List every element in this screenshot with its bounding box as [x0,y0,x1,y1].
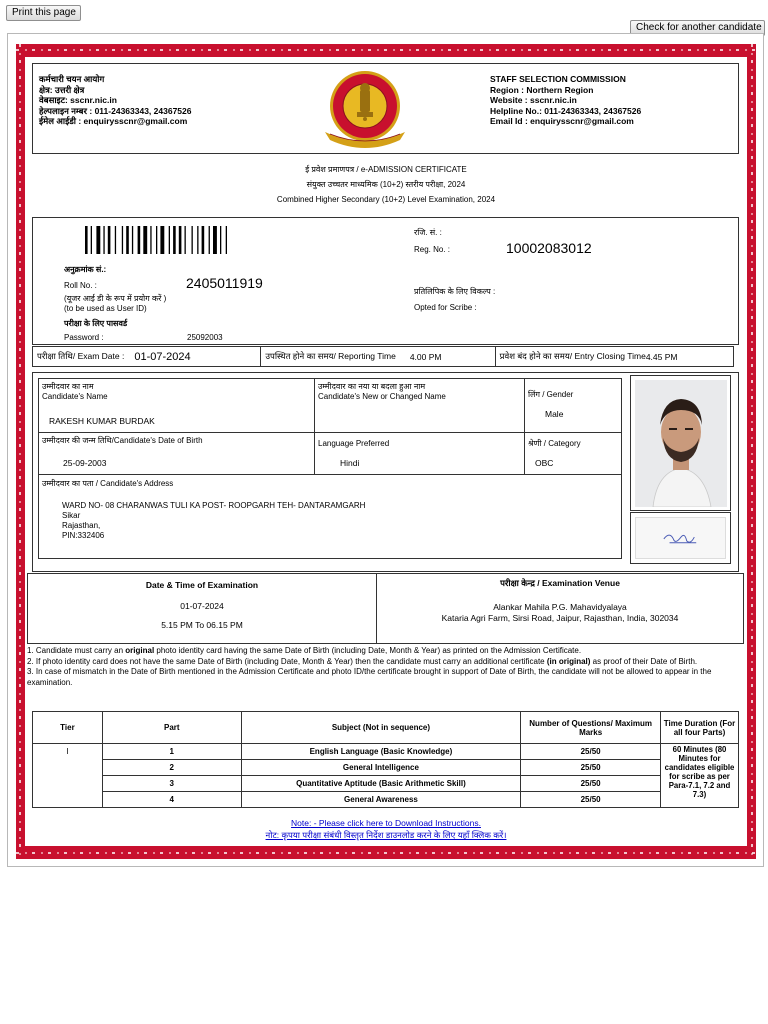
instructions [27,646,743,688]
category-value: OBC [535,458,554,468]
tier-value: I [33,744,103,808]
password-label: Password : [64,333,104,342]
entry-closing-label: प्रवेश बंद होने का समय/ Entry Closing Time [499,351,646,361]
table-row: 2 General Intelligence 25/50 [33,760,739,776]
dob-cell: उम्मीदवार की जन्म तिथि/Candidate's Date of Birth 25-09-2003 [39,433,315,474]
scribe-label: Opted for Scribe : [414,303,477,312]
reg-label-hindi: रजि. सं. : [414,228,442,237]
ssc-emblem-logo [320,70,410,148]
roll-note: (to be used as User ID) [64,304,147,313]
notes [25,817,747,841]
roll-note-hindi: (यूजर आई डी के रूप में प्रयोग करें ) [64,294,167,303]
title-line-3: Combined Higher Secondary (10+2) Level Examination, 2024 [276,195,496,204]
candidate-details-box [32,372,739,572]
reg-number: 10002083012 [506,240,592,256]
email-english: Email Id : enquirysscnr@gmail.com [490,116,634,126]
region-hindi: क्षेत्र: उत्तरी क्षेत्र [39,84,85,95]
password-label-hindi: परीक्षा के लिए पासवर्ड [64,319,128,328]
roll-label: Roll No. : [64,281,97,290]
candidate-photo [630,375,731,511]
gender-value: Male [545,409,564,419]
org-name-english: STAFF SELECTION COMMISSION [490,74,626,84]
name-cell: उम्मीदवार का नाम Candidate's Name RAKESH KUMAR BURDAK [39,379,315,432]
roll-label-hindi: अनुक्रमांक सं.: [64,265,107,274]
website-english: Website : sscnr.nic.in [490,95,577,105]
language-cell: Language Preferred Hindi [315,433,525,474]
candidate-details-table [38,378,622,559]
table-row: 4 General Awareness 25/50 [33,792,739,808]
header-box [32,63,739,154]
admit-card [25,57,747,846]
exam-date-strip [32,346,734,367]
org-name-hindi: कर्मचारी चयन आयोग [39,74,105,84]
signature-image [636,518,725,558]
website-hindi: वेबसाइट: sscnr.nic.in [39,95,117,105]
category-cell: श्रेणी / Category OBC [528,439,581,468]
exam-venue-cell: परीक्षा केन्द्र / Examination Venue Alankar Mahila P.G. Mahavidyalaya Kataria Agri Farm, Sirsi Road, Jaipur, Rajasthan, India, 302034 [377,574,743,643]
email-hindi: ईमेल आईडी : enquirysscnr@gmail.com [39,116,188,126]
candidate-name: RAKESH KUMAR BURDAK [49,416,155,426]
exam-time: 5.15 PM To 06.15 PM [161,620,243,630]
instruction-1: 1. Candidate must carry an original photo identity card having the same Date of Birth (including Date, Month & Year) as printed on the Admission Certificate. [27,646,582,655]
download-instructions-link[interactable]: Note: - Please click here to Download Instructions. [291,818,481,828]
header-english [490,74,641,127]
entry-closing-cell [496,347,733,366]
entry-closing-value: 4.45 PM [645,351,678,362]
certificate-title [25,162,747,207]
instruction-2: 2. If photo identity card does not have the same Date of Birth (including Date, Month & Year) then the candidate must carry an additional certificate (in original) as proof of their Date of Birth. [27,656,698,666]
decorative-red-border [16,44,756,859]
subjects-table [32,711,739,808]
language-value: Hindi [340,458,360,468]
venue-name: Alankar Mahila P.G. Mahavidyalaya [493,602,627,612]
region-english: Region : Northern Region [490,84,594,95]
duration-value: 60 Minutes (80 Minutes for candidates eligible for scribe as per Para-7.1, 7.2 and 7.3) [661,744,739,808]
registration-box [32,217,739,345]
instruction-3: 3. In case of mismatch in the Date of Birth mentioned in the Admission Certificate and photo ID/the certificate brought in support of Date of Birth, the candidate will not be allowed to appear in the examination. [27,667,712,687]
reg-label: Reg. No. : [414,245,451,254]
exam-info-box [27,573,744,644]
new-name-cell: उम्मीदवार का नया या बदला हुआ नाम Candidate's New or Changed Name [315,379,525,432]
exam-datetime-cell: Date & Time of Examination 01-07-2024 5.15 PM To 06.15 PM [28,574,377,643]
helpline-hindi: हेल्पलाइन नम्बर : 011-24363343, 24367526 [39,105,192,116]
candidate-photo-image [635,380,727,507]
reporting-time-label: उपस्थित होने का समय/ Reporting Time [265,351,396,361]
barcode-icon [85,226,270,254]
venue-address: Kataria Agri Farm, Sirsi Road, Jaipur, Rajasthan, India, 302034 [441,613,679,623]
check-another-candidate-button[interactable]: Check for another candidate [630,20,765,36]
dob-value: 25-09-2003 [63,458,107,468]
roll-number: 2405011919 [186,275,263,291]
candidate-address: WARD NO- 08 CHARANWAS TULI KA POST- ROOPGARH TEH- DANTARAMGARH Sikar Rajasthan, PIN:332406 [62,501,366,540]
print-button[interactable]: Print this page [6,5,81,21]
title-line-1: ई प्रवेश प्रमाणपत्र / e-ADMISSION CERTIFICATE [305,165,467,174]
password-value: 25092003 [187,333,223,342]
exam-date-label: परीक्षा तिथि/ Exam Date : [37,351,125,361]
header-hindi [39,74,191,127]
helpline-english: Helpline No.: 011-24363343, 24367526 [490,105,642,116]
table-header: Tier Part Subject (Not in sequence) Number of Questions/ Maximum Marks Time Duration (For all four Parts) [33,712,739,744]
exam-date: 01-07-2024 [180,601,224,611]
exam-date-value: 01-07-2024 [134,350,191,363]
reporting-time-cell [261,347,495,366]
table-row: I 1 English Language (Basic Knowledge) 25/50 60 Minutes (80 Minutes for candidates eligible for scribe as per Para-7.1, 7.2 and 7.3) [33,744,739,760]
reporting-time-value: 4.00 PM [409,351,442,362]
title-line-2: संयुक्त उच्चतर माध्यमिक (10+2) स्तरीय परीक्षा, 2024 [306,180,466,189]
address-cell: उम्मीदवार का पता / Candidate's Address WARD NO- 08 CHARANWAS TULI KA POST- ROOPGARH TEH- DANTARAMGARH Sikar Rajasthan, PIN:332406 [42,479,366,540]
scribe-label-hindi: प्रतिलिपिक के लिए विकल्प : [414,287,496,296]
candidate-signature [630,512,731,564]
gender-cell: लिंग / Gender Male [528,390,574,419]
table-row: 3 Quantitative Aptitude (Basic Arithmetic Skill) 25/50 [33,776,739,792]
exam-date-cell [33,347,261,366]
download-instructions-link-hindi[interactable]: नोट: कृपया परीक्षा संबंधी विस्तृत निर्देश डाउनलोड करने के लिए यहाँ क्लिक करें। [265,830,507,840]
admit-card-frame [7,33,764,867]
